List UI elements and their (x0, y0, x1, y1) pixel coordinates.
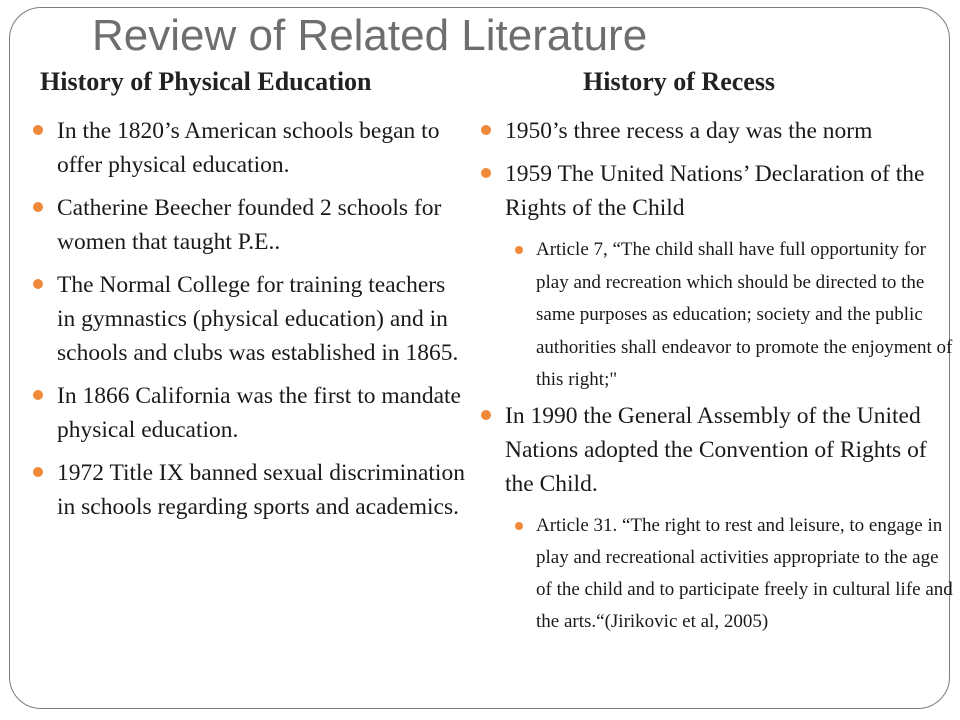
pe-bullet-title-ix (20, 456, 466, 524)
pe-bullet-normal-college (20, 268, 466, 370)
pe-bullet-beecher (20, 191, 466, 259)
bullet-text: The Normal College for training teachers in gymnastics (physical education) and in schools and clubs was established in 1865. (57, 272, 459, 366)
bullet-dot-icon (33, 390, 43, 400)
sub-bullet-text: Article 7, “The child shall have full opportunity for play and recreation which should be directed to the same purposes as education; society and the public authorities shall endeavor to promote the enjoyment of this right;" (536, 239, 953, 390)
bullet-text: In 1866 California was the first to mandate physical education. (57, 383, 461, 443)
bullet-dot-icon (481, 168, 491, 178)
recess-bullet-1990-convention (468, 399, 954, 501)
bullet-text: 1950’s three recess a day was the norm (505, 118, 873, 144)
recess-bullet-list (468, 114, 954, 225)
recess-bullet-list-continued (468, 399, 954, 501)
sub-bullet-text: Article 31. “The right to rest and leisure, to engage in play and recreational activities appropriate to the age of the child and to participate freely in cultural life and the arts.“(Jirikovic et al, 2005) (536, 514, 953, 632)
bullet-text: In 1990 the General Assembly of the United Nations adopted the Convention of Rights of the Child. (505, 402, 927, 497)
bullet-text: In the 1820’s American schools began to offer physical education. (57, 118, 440, 178)
bullet-dot-icon (33, 467, 43, 477)
heading-physical-education: History of Physical Education (40, 67, 372, 96)
pe-bullet-1820s (20, 114, 466, 182)
slide-title: Review of Related Literature (92, 11, 648, 60)
recess-bullet-1950s (468, 114, 954, 148)
sub-bullet-dot-icon (515, 522, 523, 530)
pe-bullet-list (20, 114, 466, 524)
bullet-dot-icon (481, 125, 491, 135)
heading-recess: History of Recess (583, 67, 776, 96)
left-column (20, 114, 466, 533)
sub-bullet-dot-icon (515, 246, 523, 254)
right-column (468, 114, 954, 640)
bullet-text: 1972 Title IX banned sexual discrimination in schools regarding sports and academics. (57, 460, 465, 520)
bullet-dot-icon (33, 202, 43, 212)
bullet-text: Catherine Beecher founded 2 schools for women that taught P.E.. (57, 195, 442, 255)
bullet-text: 1959 The United Nations’ Declaration of the Rights of the Child (505, 161, 925, 221)
sub-bullet-article-31 (468, 510, 954, 638)
convention-sub-list (468, 510, 954, 638)
bullet-dot-icon (33, 125, 43, 135)
bullet-dot-icon (33, 279, 43, 289)
declaration-sub-list (468, 234, 954, 397)
bullet-dot-icon (481, 410, 491, 420)
sub-bullet-article-7 (468, 234, 954, 397)
recess-bullet-1959-declaration (468, 157, 954, 225)
pe-bullet-california (20, 379, 466, 447)
